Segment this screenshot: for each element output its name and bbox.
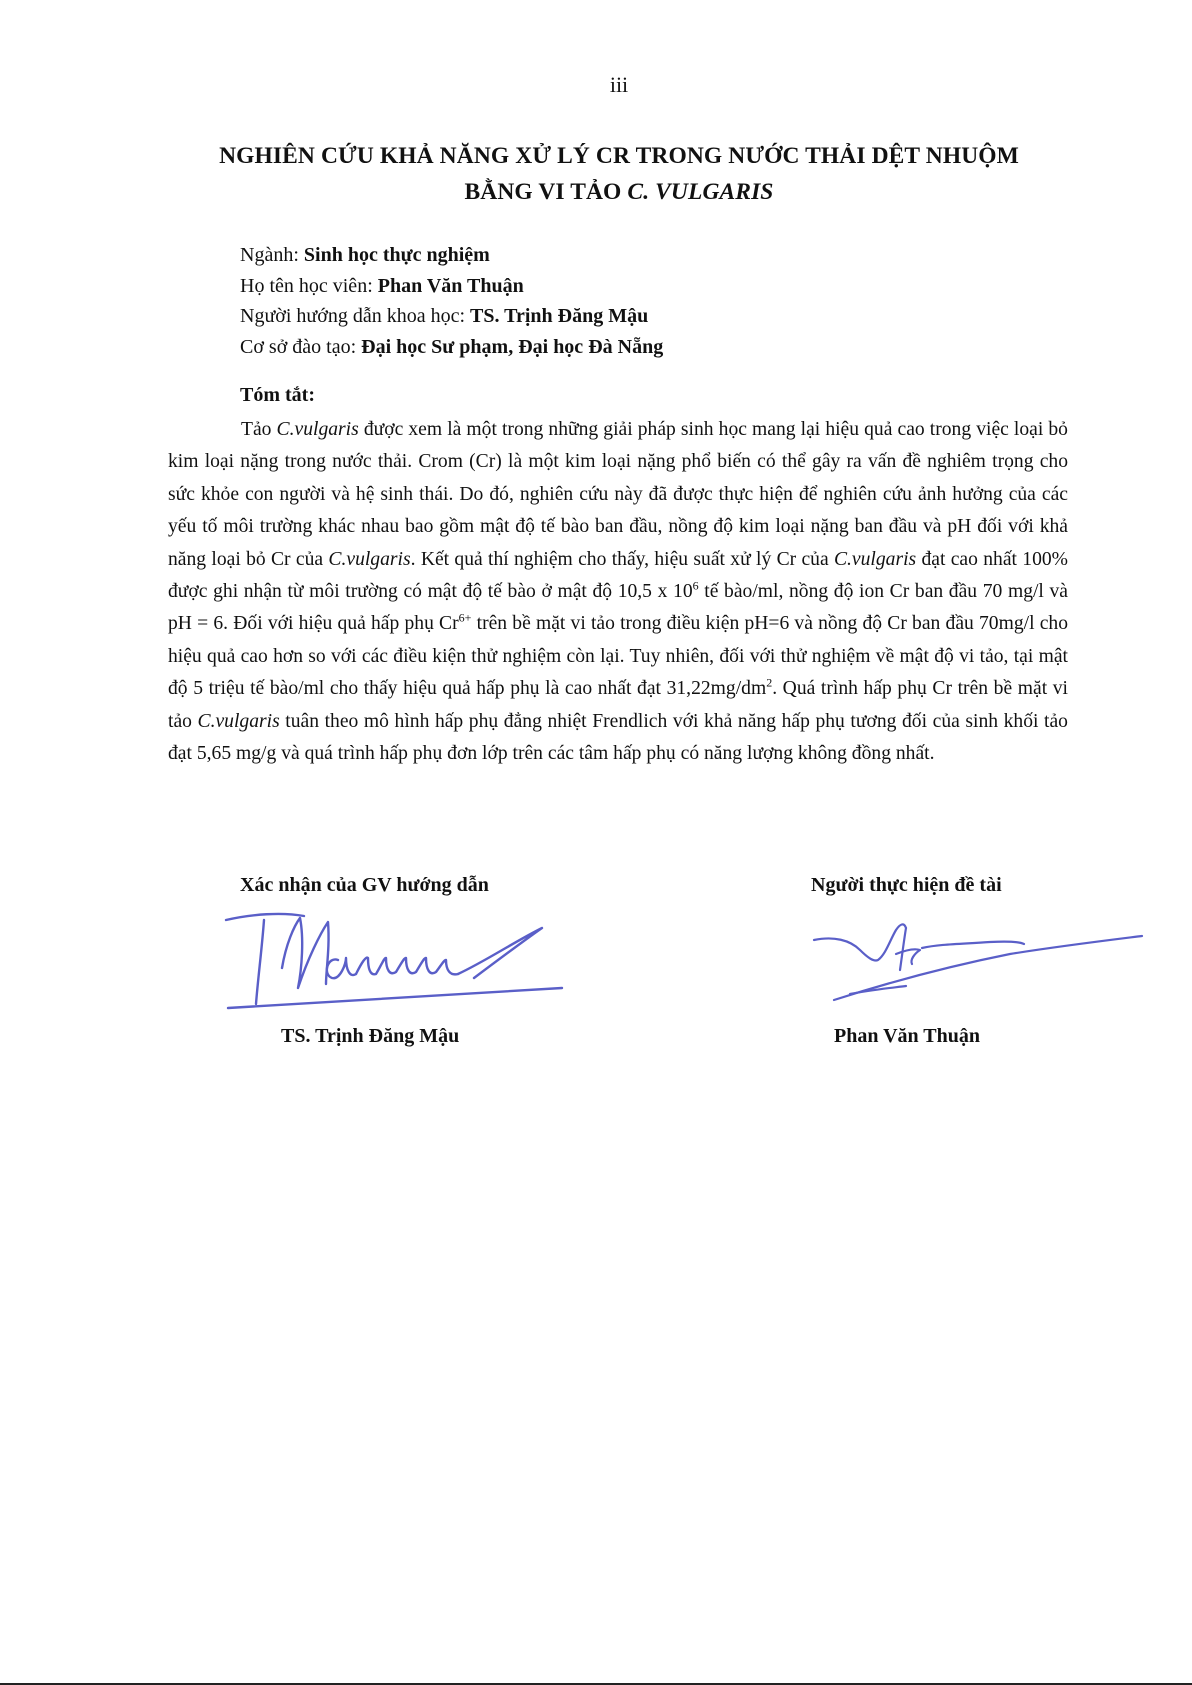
major-label: Ngành: [240,244,304,266]
major-row [240,240,663,271]
abstract-text-5: tế bào/ml, nồng độ ion Cr ban đầu 70 mg/l và pH = 6. Đối với hiệu quả hấp phụ Cr [168,581,1068,635]
author-name: Phan Văn Thuận [834,1025,981,1047]
abstract-text-2: được xem là một trong những giải pháp sinh học mang lại hiệu quả cao trong việc loại bỏ kim loại nặng trong nước thải. Crom (Cr) là một kim loại nặng phổ biến có thể gây ra vấn đề nghiêm trọng cho sức khỏe con người và hệ sinh thái. Do đó, nghiên cứu này đã được thực hiện để nghiên cứu ảnh hưởng của các yếu tố môi trường khác nhau bao gồm mật độ tế bào ban đầu, nồng độ kim loại nặng ban đầu và pH đối với khả năng loại bỏ Cr của [168,419,1068,570]
abstract-text-6: trên bề mặt vi tảo trong điều kiện pH=6 và nồng độ Cr ban đầu 70mg/l cho hiệu quả cao hơn so với các điều kiện thử nghiệm còn lại. Tuy nhiên, đối với thử nghiệm về mật độ vi tảo, tại mật độ 5 triệu tế bào/ml cho thấy hiệu quả hấp phụ là cao nhất đạt 31,22mg/dm [168,613,1068,700]
superscript-ion-charge: 6+ [458,610,472,625]
page-number: iii [609,72,629,97]
title-line-1: NGHIÊN CỨU KHẢ NĂNG XỬ LÝ CR TRONG NƯỚC THẢI DỆT NHUỘM [219,143,1019,169]
student-value: Phan Văn Thuận [377,274,524,297]
species-name: C.vulgaris [833,548,917,570]
species-name: C.vulgaris [328,548,411,570]
advisor-row [240,301,663,332]
student-row [240,271,663,302]
author-heading: Người thực hiện đề tài [811,874,1002,896]
author-signature [810,910,1146,1010]
institution-row [240,332,663,363]
species-name: C.vulgaris [197,710,280,732]
advisor-signature [222,908,570,1016]
major-value: Sinh học thực nghiệm [303,244,490,266]
institution-label: Cơ sở đào tạo: [240,335,362,358]
abstract-text-3: . Kết quả thí nghiệm cho thấy, hiệu suất xử lý Cr của [410,548,834,570]
advisor-confirmation-heading: Xác nhận của GV hướng dẫn [240,874,489,896]
species-name: C.vulgaris [276,419,359,440]
abstract-text-1: Tảo [241,419,277,440]
title-line-2 [150,174,1088,210]
abstract-text-8: tuân theo mô hình hấp phụ đẳng nhiệt Frendlich với khả năng hấp phụ tương đối của sinh khối tảo đạt 5,65 mg/g và quá trình hấp phụ đơn lớp trên các tâm hấp phụ có năng lượng không đồng nhất. [168,710,1068,765]
abstract-text-4: đạt cao nhất 100% được ghi nhận từ môi trường có mật độ tế bào ở mật độ 10,5 x 10 [168,548,1068,603]
student-label: Họ tên học viên: [240,274,378,297]
abstract-paragraph [168,414,1068,770]
superscript-exponent: 6 [692,578,699,593]
title-species: C. VULGARIS [627,179,774,205]
thesis-metadata [240,240,663,362]
advisor-name: TS. Trịnh Đăng Mậu [281,1025,460,1047]
thesis-title [150,138,1088,210]
superscript-squared: 2 [766,675,773,690]
abstract-text-7: . Quá trình hấp phụ Cr trên bề mặt vi tảo [168,678,1068,732]
title-line-2-prefix: BẰNG VI TẢO [464,179,628,205]
advisor-value: TS. Trịnh Đăng Mậu [470,305,649,327]
advisor-label: Người hướng dẫn khoa học: [240,305,471,327]
institution-value: Đại học Sư phạm, Đại học Đà Nẵng [361,335,664,358]
abstract-heading: Tóm tắt: [240,384,315,406]
